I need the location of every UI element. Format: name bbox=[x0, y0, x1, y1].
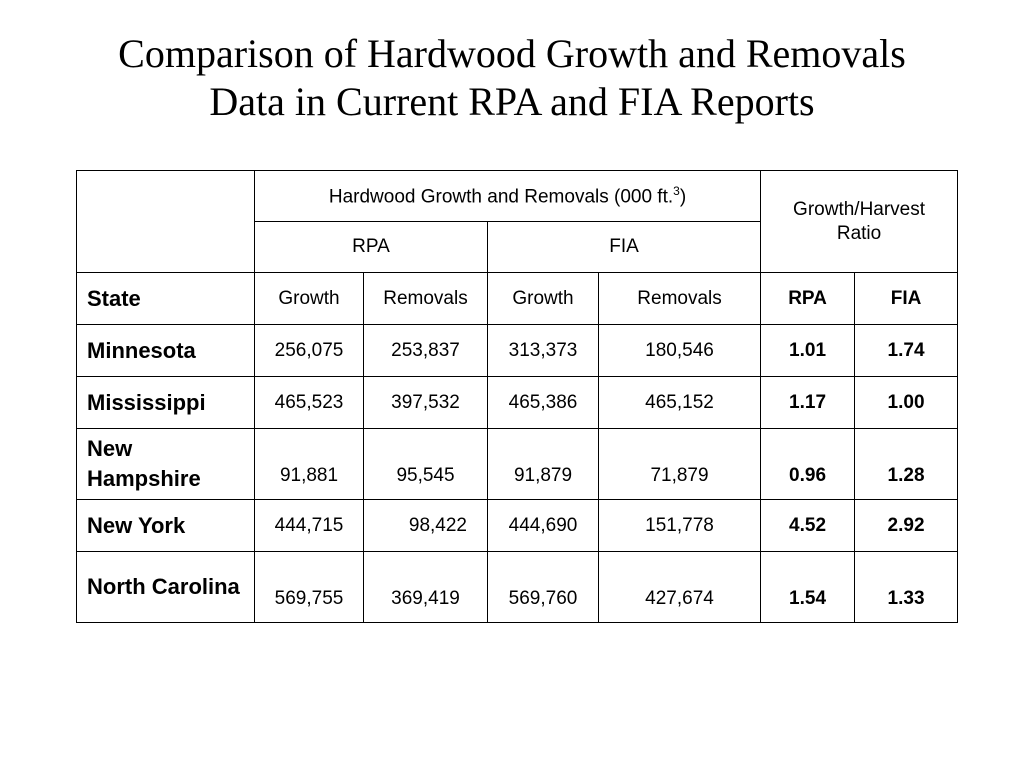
group-header-superscript: 3 bbox=[673, 183, 680, 198]
rpa-removals-cell: 397,532 bbox=[364, 377, 488, 429]
fia-growth-cell: 313,373 bbox=[488, 325, 599, 377]
rpa-growth-cell: 465,523 bbox=[255, 377, 364, 429]
ratio-header-cell bbox=[761, 171, 958, 273]
rpa-removals-cell: 369,419 bbox=[364, 552, 488, 623]
ratio-rpa-cell: 4.52 bbox=[761, 500, 855, 552]
rpa-growth-column-header: Growth bbox=[255, 273, 364, 325]
ratio-fia-cell: 1.28 bbox=[855, 429, 958, 500]
header-row-group bbox=[77, 171, 958, 222]
fia-growth-column-header: Growth bbox=[488, 273, 599, 325]
ratio-fia-cell: 2.92 bbox=[855, 500, 958, 552]
group-header-close: ) bbox=[679, 186, 687, 208]
ratio-rpa-column-header: RPA bbox=[761, 273, 855, 325]
fia-growth-cell: 444,690 bbox=[488, 500, 599, 552]
table-row bbox=[77, 500, 958, 552]
fia-growth-cell: 91,879 bbox=[488, 429, 599, 500]
ratio-fia-cell: 1.33 bbox=[855, 552, 958, 623]
slide-title bbox=[0, 30, 1024, 126]
title-line-2: Data in Current RPA and FIA Reports bbox=[209, 79, 815, 124]
state-cell: North Carolina bbox=[77, 552, 255, 623]
fia-removals-cell: 180,546 bbox=[599, 325, 761, 377]
fia-removals-cell: 71,879 bbox=[599, 429, 761, 500]
table-row bbox=[77, 552, 958, 623]
group-header-cell bbox=[255, 171, 761, 222]
table-row bbox=[77, 325, 958, 377]
fia-removals-cell: 465,152 bbox=[599, 377, 761, 429]
rpa-removals-cell: 253,837 bbox=[364, 325, 488, 377]
ratio-rpa-cell: 1.54 bbox=[761, 552, 855, 623]
growth-removals-table bbox=[76, 170, 958, 623]
ratio-rpa-cell: 1.01 bbox=[761, 325, 855, 377]
state-cell: Minnesota bbox=[77, 325, 255, 377]
rpa-removals-column-header: Removals bbox=[364, 273, 488, 325]
title-line-1: Comparison of Hardwood Growth and Removals bbox=[118, 31, 906, 76]
group-header-text: Hardwood Growth and Removals (000 ft. bbox=[328, 186, 674, 208]
fia-removals-column-header: Removals bbox=[599, 273, 761, 325]
rpa-removals-cell: 95,545 bbox=[364, 429, 488, 500]
ratio-header-text: Growth/Harvest Ratio bbox=[793, 198, 926, 244]
rpa-header-cell: RPA bbox=[255, 222, 488, 273]
fia-growth-cell: 569,760 bbox=[488, 552, 599, 623]
rpa-growth-cell: 444,715 bbox=[255, 500, 364, 552]
state-cell: Mississippi bbox=[77, 377, 255, 429]
table-row bbox=[77, 429, 958, 500]
ratio-rpa-cell: 1.17 bbox=[761, 377, 855, 429]
rpa-growth-cell: 256,075 bbox=[255, 325, 364, 377]
state-column-header: State bbox=[77, 273, 255, 325]
rpa-growth-cell: 91,881 bbox=[255, 429, 364, 500]
ratio-fia-cell: 1.74 bbox=[855, 325, 958, 377]
fia-removals-cell: 427,674 bbox=[599, 552, 761, 623]
state-cell: New York bbox=[77, 500, 255, 552]
fia-removals-cell: 151,778 bbox=[599, 500, 761, 552]
table-row bbox=[77, 377, 958, 429]
header-row-columns bbox=[77, 273, 958, 325]
ratio-fia-column-header: FIA bbox=[855, 273, 958, 325]
ratio-fia-cell: 1.00 bbox=[855, 377, 958, 429]
blank-corner-cell bbox=[77, 171, 255, 273]
rpa-growth-cell: 569,755 bbox=[255, 552, 364, 623]
fia-header-cell: FIA bbox=[488, 222, 761, 273]
ratio-rpa-cell: 0.96 bbox=[761, 429, 855, 500]
state-cell: New Hampshire bbox=[77, 429, 255, 500]
fia-growth-cell: 465,386 bbox=[488, 377, 599, 429]
rpa-removals-cell: 98,422 bbox=[364, 500, 488, 552]
